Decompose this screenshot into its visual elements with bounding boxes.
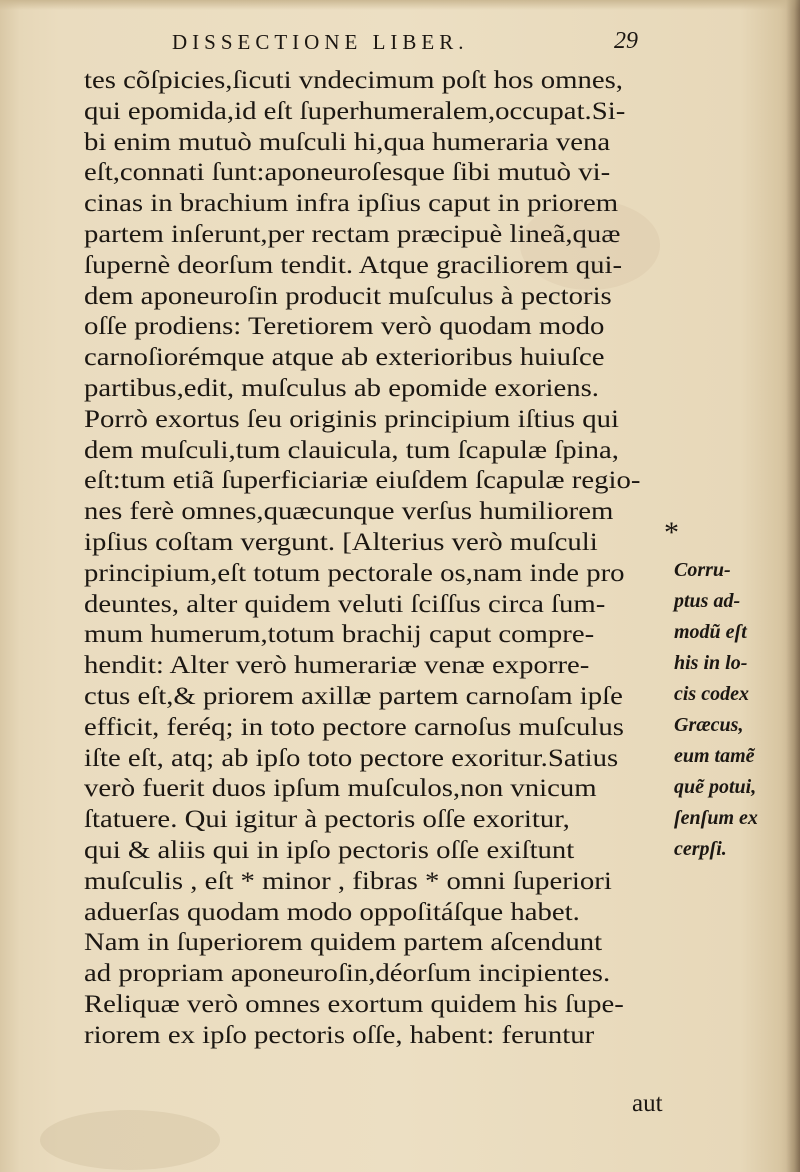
text-line: ad propriam aponeuroſin,déorſum incipientes. [84, 960, 611, 988]
paper-stain [40, 1110, 220, 1170]
text-line: deuntes, alter quidem veluti ſciſſus circa ſum- [84, 590, 606, 618]
text-line: dem aponeuroſin producit muſculus à pectoris [84, 282, 612, 310]
text-line: efficit, feréq; in toto pectore carnoſus muſculus [84, 713, 624, 741]
margin-note-line: eum tamẽ [674, 745, 755, 767]
catchword: aut [632, 1090, 663, 1117]
margin-note-line: ptus ad- [674, 590, 741, 612]
text-line: ſupernè deorſum tendit. Atque graciliorem qui- [84, 251, 623, 279]
text-line: Reliquæ verò omnes exortum quidem his ſupe- [84, 991, 624, 1018]
text-line: eſt:tum etiã ſuperficiariæ eiuſdem ſcapulæ regio- [84, 467, 641, 495]
text-line: ſtatuere. Qui igitur à pectoris oſſe exoritur, [84, 806, 570, 834]
text-line: bi enim mutuò muſculi hi,qua humeraria vena [84, 128, 611, 156]
margin-note-line: cerpſi. [674, 838, 727, 860]
margin-note-line: Græcus, [674, 714, 744, 736]
text-line: partibus,edit, muſculus ab epomide exoriens. [84, 375, 600, 402]
page-number: 29 [614, 28, 638, 54]
margin-asterisk: * [664, 516, 679, 549]
text-line: Porrò exortus ſeu originis principium iſtius qui [84, 405, 620, 433]
text-line: principium,eſt totum pectorale os,nam inde pro [84, 559, 625, 587]
text-line: mum humerum,totum brachij caput compre- [84, 621, 595, 649]
margin-note-line: his in lo- [674, 652, 748, 674]
text-line: eſt,connati ſunt:aponeuroſesque ſibi mutuò vi- [84, 159, 611, 187]
running-header: DISSECTIONE LIBER. [172, 30, 469, 54]
text-line: riorem ex ipſo pectoris oſſe, habent: feruntur [84, 1021, 595, 1049]
text-line: ctus eſt,& priorem axillæ partem carnoſam ipſe [84, 683, 623, 710]
text-line: Nam in ſuperiorem quidem partem aſcendunt [84, 929, 603, 957]
text-line: qui & aliis qui in ipſo pectoris oſſe exiſtunt [84, 837, 575, 864]
text-line: oſſe prodiens: Teretiorem verò quodam modo [84, 313, 605, 341]
text-line: qui epomida,id eſt ſuperhumeralem,occupat.Si- [84, 97, 626, 125]
margin-note-line: cis codex [674, 683, 749, 705]
text-line: dem muſculi,tum clauicula, tum ſcapulæ ſpina, [84, 436, 619, 464]
text-line: aduerſas quodam modo oppoſitáſque habet. [84, 898, 580, 926]
margin-note-line: ſenſum ex [674, 807, 758, 829]
page-binding-edge [786, 0, 800, 1172]
text-line: muſculis , eſt * minor , fibras * omni ſuperiori [84, 867, 612, 895]
text-line: partem inſerunt,per rectam præcipuè lineã,quæ [84, 221, 621, 248]
page-top-edge [0, 0, 800, 10]
text-line: carnoſiorémque atque ab exterioribus huiuſce [84, 344, 605, 372]
text-line: nes ferè omnes,quæcunque verſus humiliorem [84, 498, 614, 526]
margin-note-line: quẽ potui, [674, 776, 757, 798]
text-line: iſte eſt, atq; ab ipſo toto pectore exoritur.Satius [84, 744, 619, 772]
margin-note-line: modũ eſt [674, 621, 747, 643]
margin-note-line: Corru- [674, 559, 731, 581]
text-line: hendit: Alter verò humerariæ venæ exporre- [84, 652, 590, 680]
text-line: verò fuerit duos ipſum muſculos,non vnicum [84, 775, 597, 803]
text-line: tes cõſpicies,ſicuti vndecimum poſt hos omnes, [84, 67, 623, 94]
text-line: ipſius coſtam vergunt. [Alterius verò muſculi [84, 529, 598, 556]
text-line: cinas in brachium infra ipſius caput in priorem [84, 190, 619, 218]
